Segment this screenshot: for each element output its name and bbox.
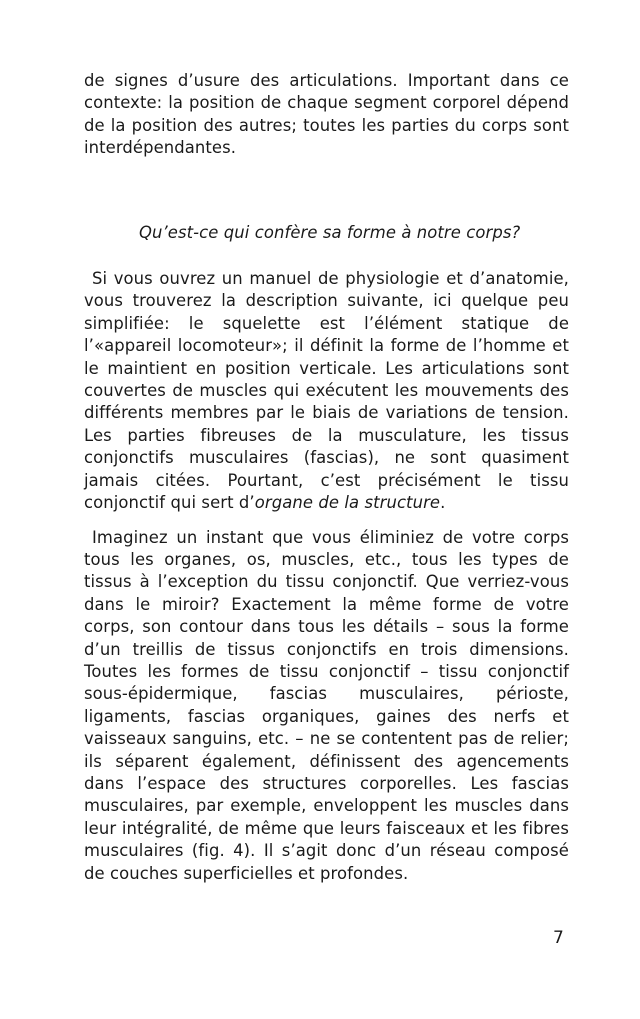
section-heading: Qu’est-ce qui confère sa forme à notre corps? [139, 222, 521, 242]
page-body [84, 70, 569, 885]
paragraph-anatomy-end: . [440, 493, 446, 513]
paragraph-anatomy-text: Si vous ouvrez un manuel de physiologie et d’anatomie, vous trouverez la description suivante, ici quelque peu simplifiée: le squelette est l’élément statique de l’«appareil locomoteur»; il définit la forme de l’homme et le maintient en position verticale. Les articulations sont couvertes de muscles qui exécutent les mouvements des différents membres par le biais de variations de tension. Les parties fibreuses de la musculature, les tissus conjonctifs musculaires (fascias), ne sont quasiment jamais citées. Pourtant, c’est précisément le tissu conjonctif qui sert d’ [84, 269, 569, 513]
page-number: 7 [553, 928, 564, 948]
paragraph-intro: de signes d’usure des articulations. Important dans ce contexte: la position de chaque segment corporel dépend de la position des autres; toutes les parties du corps sont interdépendantes. [84, 71, 569, 158]
paragraph-connective-tissue: Imaginez un instant que vous éliminiez de votre corps tous les organes, os, muscles, etc., tous les types de tissus à l’exception du tissu conjonctif. Que verriez-vous dans le miroir? Exactement la même forme de votre corps, son contour dans tous les détails – sous la forme d’un treillis de tissus conjonctifs en trois dimensions. Toutes les formes de tissu conjonctif – tissu conjonctif sous-épidermique, fascias musculaires, périoste, ligaments, fascias organiques, gaines des nerfs et vaisseaux sanguins, etc. – ne se contentent pas de relier; ils séparent également, définissent des agencements dans l’espace des structures corporelles. Les fascias musculaires, par exemple, enveloppent les muscles dans leur intégralité, de même que leurs faisceaux et les fibres musculaires (fig. 4). Il s’agit donc d’un réseau composé de couches superficielles et profondes. [84, 527, 569, 883]
paragraph-anatomy-emphasis: organe de la structure [254, 493, 441, 513]
paragraph-anatomy [84, 268, 569, 514]
